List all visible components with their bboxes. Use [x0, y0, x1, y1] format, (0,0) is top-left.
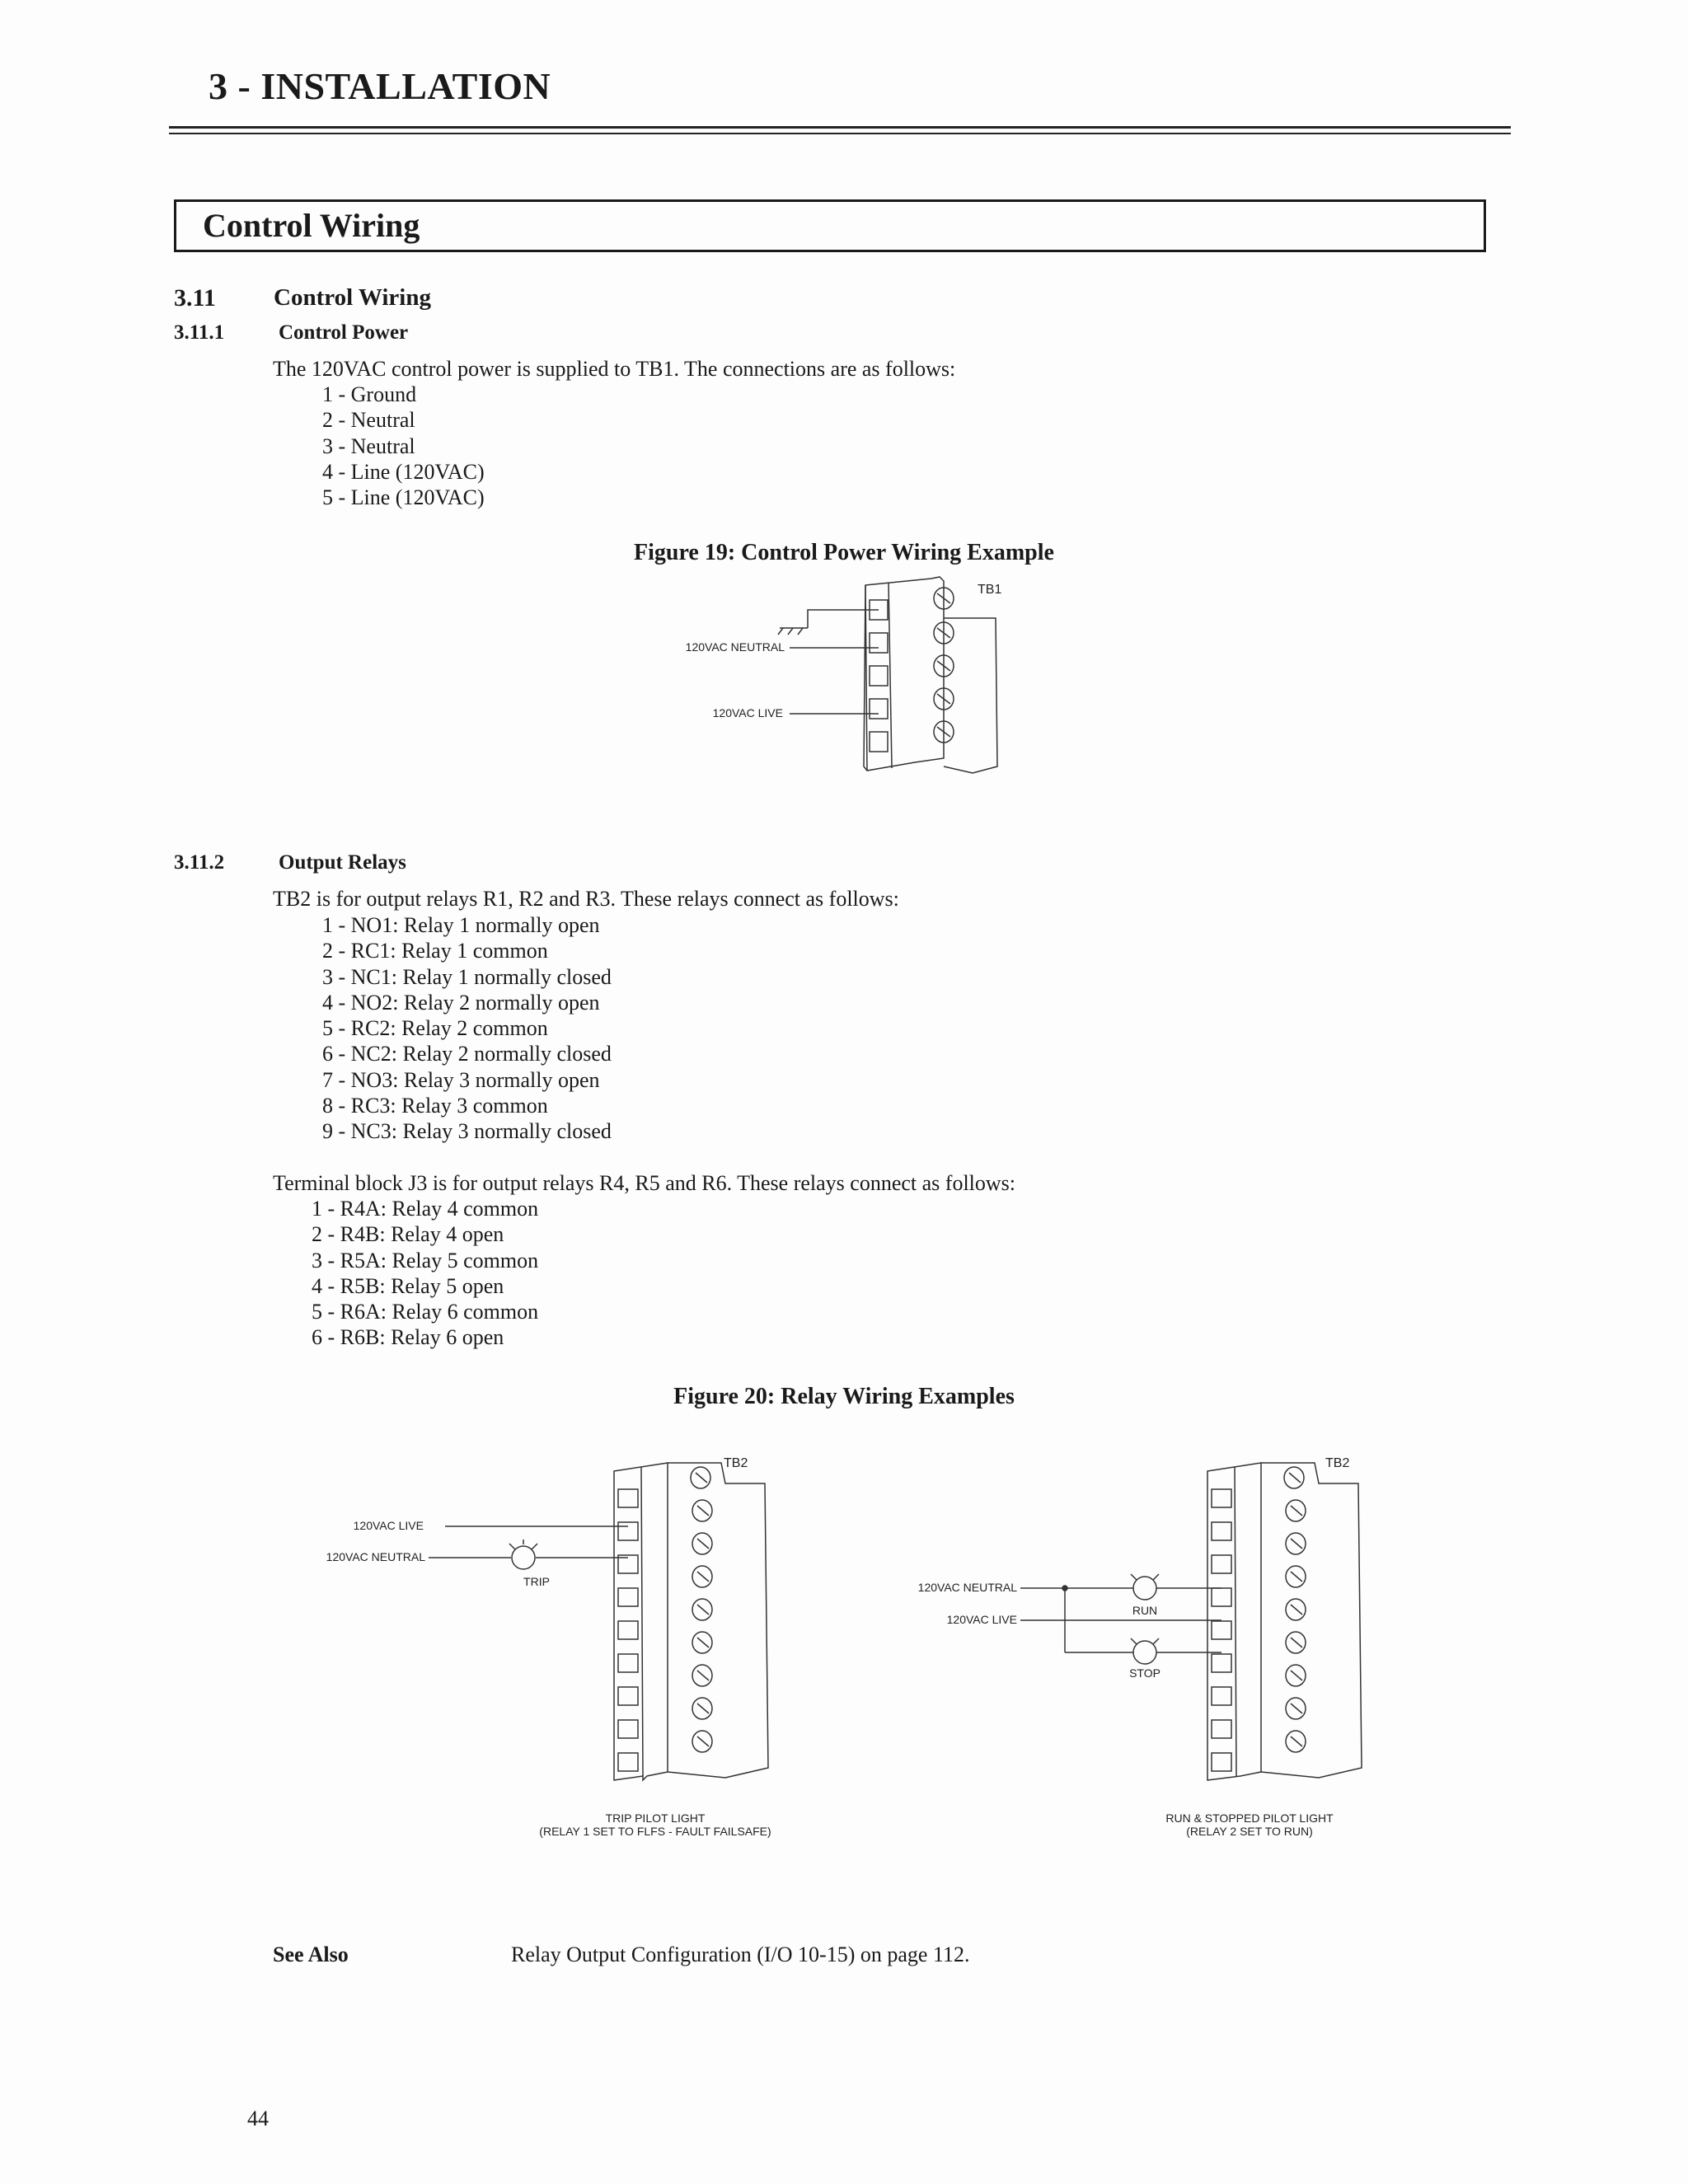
heading-3-11-1-title: Control Power [279, 321, 409, 344]
run-lamp [1133, 1577, 1156, 1600]
trip-label: TRIP [523, 1575, 550, 1588]
j3-intro: Terminal block J3 is for output relays R4, R5 and R6. These relays connect as follows: [273, 1171, 1016, 1195]
figure-20-right-diagram [907, 1446, 1484, 1850]
list-item: 4 - NO2: Relay 2 normally open [322, 990, 600, 1015]
page-number: 44 [247, 2107, 269, 2130]
right-caption-line1: RUN & STOPPED PILOT LIGHT [1165, 1811, 1334, 1825]
ground-wire [808, 610, 879, 628]
list-item: 3 - Neutral [322, 434, 415, 458]
see-also-label: See Also [273, 1943, 349, 1966]
control-power-intro: The 120VAC control power is supplied to TB1. The connections are as follows: [273, 357, 956, 381]
right-caption-line2: (RELAY 2 SET TO RUN) [1186, 1825, 1313, 1838]
left-caption-line1: TRIP PILOT LIGHT [605, 1811, 706, 1825]
heading-3-11-2-number: 3.11.2 [174, 851, 225, 874]
list-item: 1 - NO1: Relay 1 normally open [322, 913, 600, 937]
figure-19-caption: Figure 19: Control Power Wiring Example [634, 540, 1054, 565]
list-item: 5 - Line (120VAC) [322, 485, 485, 510]
heading-3-11-title: Control Wiring [274, 284, 431, 311]
tb2-list [322, 912, 612, 1145]
right-neutral-label: 120VAC NEUTRAL [917, 1581, 1017, 1594]
list-item: 2 - RC1: Relay 1 common [322, 939, 548, 963]
tb2-left-label: TB2 [724, 1456, 748, 1470]
j3-list [312, 1196, 538, 1351]
list-item: 6 - R6B: Relay 6 open [312, 1325, 504, 1350]
run-label: RUN [1132, 1604, 1158, 1617]
heading-3-11-2-title: Output Relays [279, 851, 406, 874]
section-title: Control Wiring [203, 207, 420, 244]
tb2-right-label: TB2 [1325, 1456, 1350, 1470]
heading-3-11-number: 3.11 [174, 284, 216, 312]
list-item: 1 - R4A: Relay 4 common [312, 1197, 539, 1221]
list-item: 3 - NC1: Relay 1 normally closed [322, 964, 612, 989]
tb1-back [944, 618, 997, 773]
tb1-body [864, 577, 944, 771]
list-item: 5 - R6A: Relay 6 common [312, 1300, 539, 1324]
list-item: 1 - Ground [322, 382, 417, 406]
header-rule-top [169, 126, 1511, 129]
list-item: 7 - NO3: Relay 3 normally open [322, 1067, 600, 1092]
header-rule-bottom [169, 133, 1511, 134]
list-item: 4 - R5B: Relay 5 open [312, 1273, 504, 1298]
stop-label: STOP [1129, 1666, 1160, 1680]
heading-3-11-1-number: 3.11.1 [174, 321, 225, 344]
neutral-label: 120VAC NEUTRAL [685, 640, 785, 654]
list-item: 9 - NC3: Relay 3 normally closed [322, 1119, 612, 1144]
output-relays-intro: TB2 is for output relays R1, R2 and R3. These relays connect as follows: [273, 887, 899, 911]
left-caption-line2: (RELAY 1 SET TO FLFS - FAULT FAILSAFE) [539, 1825, 771, 1838]
stop-lamp [1133, 1641, 1156, 1664]
list-item: 4 - Line (120VAC) [322, 459, 485, 484]
live-label: 120VAC LIVE [712, 706, 783, 719]
see-also-link[interactable]: Relay Output Configuration (I/O 10-15) on page 112. [511, 1943, 970, 1966]
chapter-title: 3 - INSTALLATION [209, 65, 551, 107]
list-item: 3 - R5A: Relay 5 common [312, 1248, 539, 1272]
figure-20-left-diagram [313, 1446, 841, 1850]
figure-20-caption: Figure 20: Relay Wiring Examples [673, 1384, 1015, 1409]
list-item: 2 - R4B: Relay 4 open [312, 1222, 504, 1247]
list-item: 2 - Neutral [322, 408, 415, 433]
trip-lamp [512, 1546, 535, 1569]
list-item: 5 - RC2: Relay 2 common [322, 1016, 548, 1041]
right-live-label: 120VAC LIVE [946, 1613, 1017, 1626]
left-live-label: 120VAC LIVE [353, 1519, 424, 1532]
tb1-label: TB1 [978, 583, 1002, 597]
list-item: 6 - NC2: Relay 2 normally closed [322, 1042, 612, 1066]
control-power-list [322, 382, 485, 510]
figure-19-diagram [659, 569, 1030, 791]
left-neutral-label: 120VAC NEUTRAL [326, 1550, 425, 1563]
list-item: 8 - RC3: Relay 3 common [322, 1094, 548, 1118]
